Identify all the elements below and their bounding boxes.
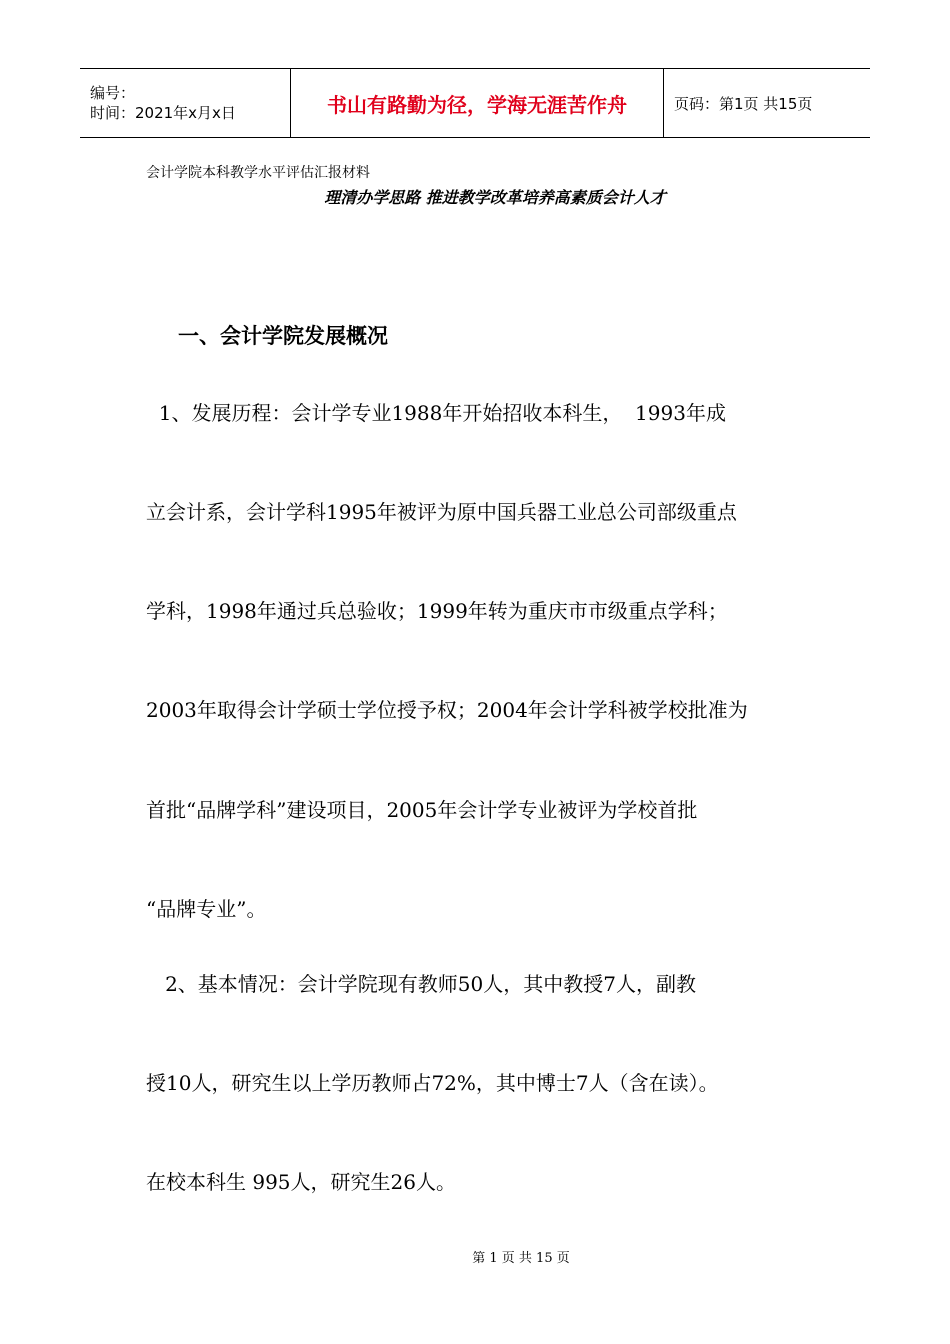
time-label: 时间：2021年x月x日 bbox=[90, 104, 236, 122]
document-subtitle: 会计学院本科教学水平评估汇报材料 bbox=[146, 165, 370, 181]
motto-text: 书山有路勤为径，学海无涯苦作舟 bbox=[327, 92, 627, 117]
header-page-info bbox=[664, 69, 870, 137]
page-info-text: 页码：第1页 共15页 bbox=[674, 94, 813, 113]
paragraph-line: 在校本科生 995人，研究生26人。 bbox=[146, 1170, 456, 1194]
paragraph-line: 授10人，研究生以上学历教师占72%，其中博士7人（含在读）。 bbox=[146, 1071, 719, 1095]
document-title: 理清办学思路 推进教学改革培养高素质会计人才 bbox=[324, 188, 666, 207]
paragraph-line: 立会计系，会计学科1995年被评为原中国兵器工业总公司部级重点 bbox=[146, 500, 737, 524]
header-table bbox=[80, 68, 870, 138]
page-footer: 第 1 页 共 15 页 bbox=[472, 1251, 570, 1266]
header-meta bbox=[80, 69, 290, 137]
paragraph-line: 2、基本情况：会计学院现有教师50人，其中教授7人，副教 bbox=[146, 972, 696, 996]
paragraph-line: 学科，1998年通过兵总验收；1999年转为重庆市市级重点学科； bbox=[146, 599, 728, 623]
paragraph-line: “品牌专业”。 bbox=[146, 897, 267, 921]
paragraph-line: 2003年取得会计学硕士学位授予权；2004年会计学科被学校批准为 bbox=[146, 698, 748, 722]
paragraph-line: 1、发展历程：会计学专业1988年开始招收本科生， 1993年成 bbox=[146, 401, 726, 425]
header-motto-cell bbox=[290, 69, 664, 137]
paragraph-line: 首批“品牌学科”建设项目，2005年会计学专业被评为学校首批 bbox=[146, 798, 698, 822]
number-label: 编号： bbox=[90, 84, 136, 102]
section-heading: 一、会计学院发展概况 bbox=[178, 324, 388, 348]
